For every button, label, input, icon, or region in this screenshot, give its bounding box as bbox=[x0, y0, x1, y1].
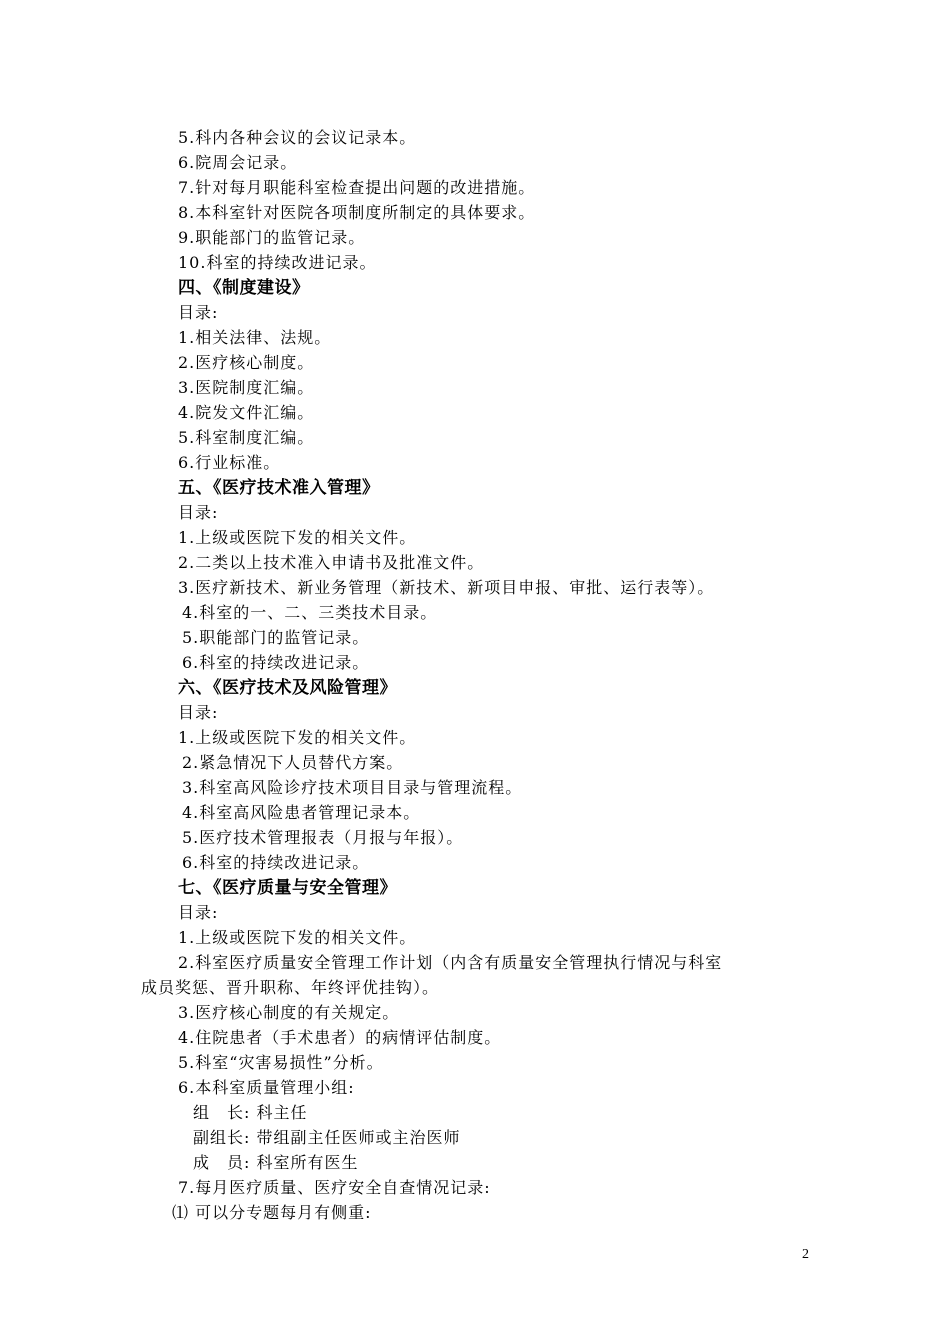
text-line: 4.科室高风险患者管理记录本。 bbox=[182, 803, 421, 822]
text-line: 5.科室“灾害易损性”分析。 bbox=[178, 1053, 384, 1072]
text-line: 8.本科室针对医院各项制度所制定的具体要求。 bbox=[178, 203, 536, 222]
text-line: 7.每月医疗质量、医疗安全自查情况记录: bbox=[178, 1178, 491, 1197]
section-heading: 七、《医疗质量与安全管理》 bbox=[178, 878, 397, 898]
text-line: 7.针对每月职能科室检查提出问题的改进措施。 bbox=[178, 178, 536, 197]
text-line: 成员奖惩、晋升职称、年终评优挂钩）。 bbox=[141, 978, 440, 997]
text-line: 6.行业标准。 bbox=[178, 453, 281, 472]
text-line: 2.科室医疗质量安全管理工作计划（内含有质量安全管理执行情况与科室 bbox=[178, 953, 723, 972]
text-line: ⑴ 可以分专题每月有侧重: bbox=[172, 1203, 372, 1222]
section-heading: 六、《医疗技术及风险管理》 bbox=[178, 678, 397, 698]
text-line: 1.上级或医院下发的相关文件。 bbox=[178, 528, 417, 547]
section-heading: 四、《制度建设》 bbox=[178, 278, 310, 298]
text-line: 4.住院患者（手术患者）的病情评估制度。 bbox=[178, 1028, 502, 1047]
catalog-label: 目录: bbox=[178, 903, 219, 922]
text-line: 6.科室的持续改进记录。 bbox=[182, 853, 370, 872]
text-line: 4.院发文件汇编。 bbox=[178, 403, 315, 422]
text-line: 3.科室高风险诊疗技术项目目录与管理流程。 bbox=[182, 778, 523, 797]
text-line: 6.院周会记录。 bbox=[178, 153, 298, 172]
catalog-label: 目录: bbox=[178, 703, 219, 722]
group-role-line: 成 员: 科室所有医生 bbox=[193, 1153, 359, 1172]
group-role-line: 组 长: 科主任 bbox=[193, 1103, 308, 1122]
text-line: 2.二类以上技术准入申请书及批准文件。 bbox=[178, 553, 485, 572]
text-line: 2.医疗核心制度。 bbox=[178, 353, 315, 372]
text-line: 5.职能部门的监管记录。 bbox=[182, 628, 370, 647]
text-line: 5.科室制度汇编。 bbox=[178, 428, 315, 447]
text-line: 3.医疗新技术、新业务管理（新技术、新项目申报、审批、运行表等）。 bbox=[178, 578, 715, 597]
text-line: 10.科室的持续改进记录。 bbox=[178, 253, 377, 272]
text-line: 1.上级或医院下发的相关文件。 bbox=[178, 728, 417, 747]
text-line: 5.医疗技术管理报表（月报与年报）。 bbox=[182, 828, 464, 847]
text-line: 6.本科室质量管理小组: bbox=[178, 1078, 355, 1097]
text-line: 9.职能部门的监管记录。 bbox=[178, 228, 366, 247]
text-line: 2.紧急情况下人员替代方案。 bbox=[182, 753, 404, 772]
text-line: 3.医疗核心制度的有关规定。 bbox=[178, 1003, 400, 1022]
text-line: 3.医院制度汇编。 bbox=[178, 378, 315, 397]
text-line: 4.科室的一、二、三类技术目录。 bbox=[182, 603, 438, 622]
text-line: 6.科室的持续改进记录。 bbox=[182, 653, 370, 672]
page-number: 2 bbox=[802, 1247, 809, 1262]
text-line: 1.相关法律、法规。 bbox=[178, 328, 332, 347]
catalog-label: 目录: bbox=[178, 503, 219, 522]
group-role-line: 副组长: 带组副主任医师或主治医师 bbox=[193, 1128, 461, 1147]
section-heading: 五、《医疗技术准入管理》 bbox=[178, 478, 380, 498]
text-line: 5.科内各种会议的会议记录本。 bbox=[178, 128, 417, 147]
catalog-label: 目录: bbox=[178, 303, 219, 322]
text-line: 1.上级或医院下发的相关文件。 bbox=[178, 928, 417, 947]
